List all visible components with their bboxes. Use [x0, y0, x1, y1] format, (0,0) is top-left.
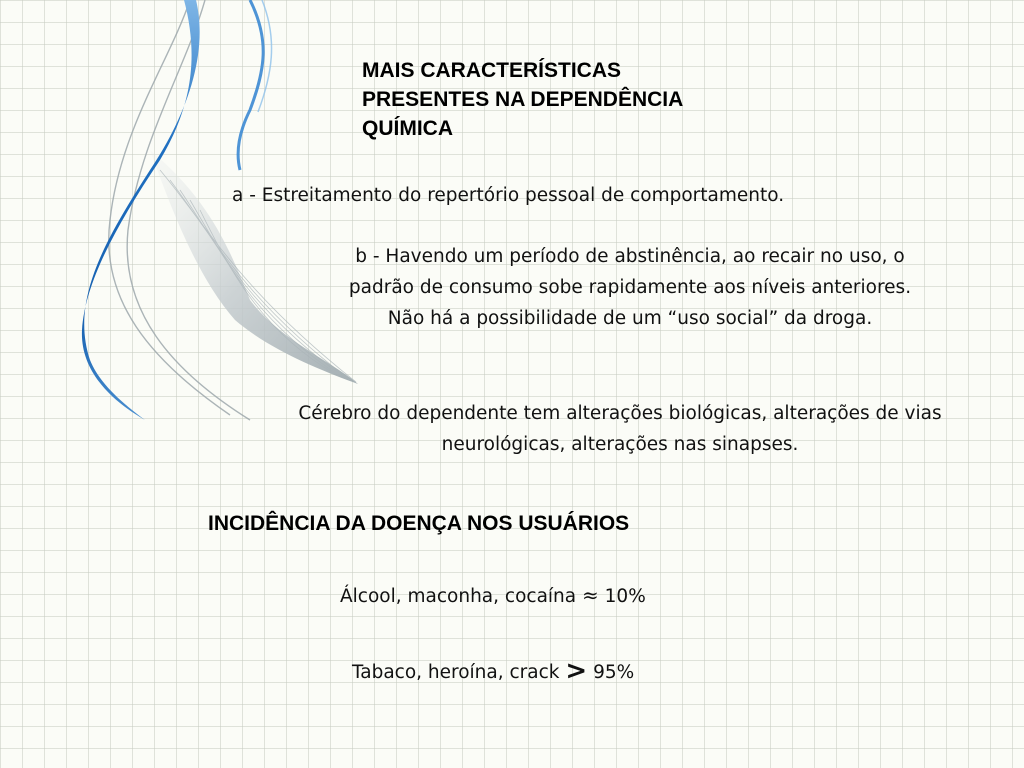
brain-paragraph	[250, 398, 990, 460]
stat-1-substances: Álcool, maconha, cocaína	[340, 586, 577, 607]
brain-line-2: neurológicas, alterações nas sinapses.	[441, 434, 799, 455]
slide-title: MAIS CARACTERÍSTICAS PRESENTES NA DEPENDÊNCIA QUÍMICA	[362, 59, 684, 140]
blue-accent-line	[238, 0, 263, 170]
approx-symbol: ≈	[582, 583, 599, 607]
brain-line-1: Cérebro do dependente tem alterações biológicas, alterações de vias	[298, 403, 942, 424]
stat-tobacco	[352, 655, 772, 688]
item-b-line-3: Não há a possibilidade de um “uso social” da droga.	[387, 308, 873, 329]
stat-2-value: 95%	[593, 662, 635, 683]
decorative-swoosh	[0, 0, 380, 440]
item-b-line-1: b - Havendo um período de abstinência, ao recair no uso, o	[355, 246, 905, 267]
item-b	[300, 241, 960, 334]
item-a: a - Estreitamento do repertório pessoal de comportamento.	[232, 185, 785, 206]
stat-2-substances: Tabaco, heroína, crack	[352, 662, 560, 683]
section-subtitle: INCIDÊNCIA DA DOENÇA NOS USUÁRIOS	[208, 512, 630, 535]
stat-1-value: 10%	[604, 586, 646, 607]
item-b-line-2: padrão de consumo sobe rapidamente aos níveis anteriores.	[348, 277, 912, 298]
stat-alcohol	[340, 580, 760, 612]
greater-than-symbol: >	[565, 656, 588, 686]
